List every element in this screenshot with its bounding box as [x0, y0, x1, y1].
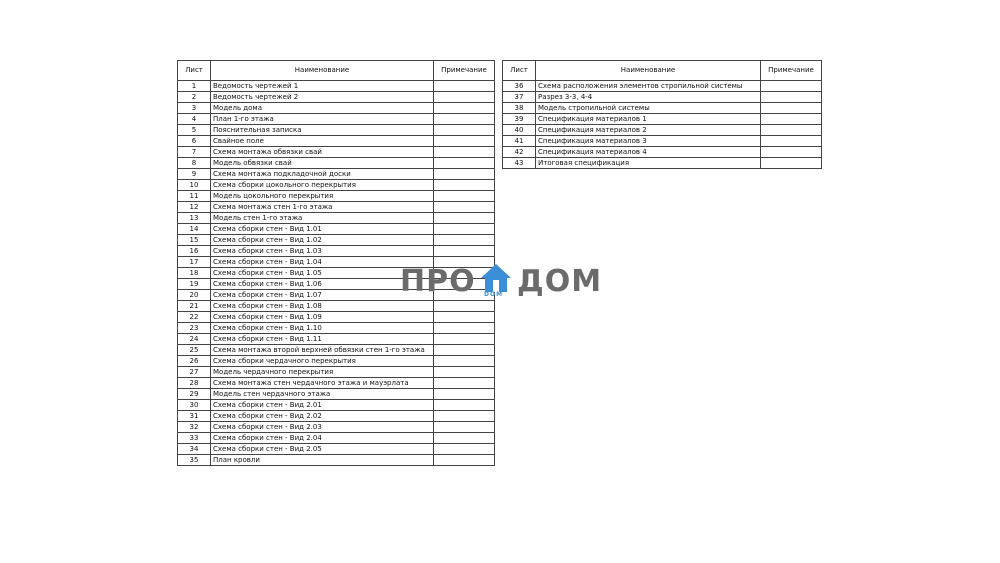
sheet-name: Модель дома: [211, 103, 434, 114]
sheet-name: Ведомость чертежей 2: [211, 92, 434, 103]
sheet-note: [434, 125, 495, 136]
table-row: [178, 345, 495, 356]
sheet-note: [434, 191, 495, 202]
sheet-number: 18: [178, 268, 211, 279]
header-note: Примечание: [434, 61, 495, 81]
sheet-name: Схема сборки стен - Вид 2.04: [211, 433, 434, 444]
sheet-name: Схема сборки стен - Вид 1.01: [211, 224, 434, 235]
sheet-number: 43: [503, 158, 536, 169]
sheet-name: Схема сборки стен - Вид 1.03: [211, 246, 434, 257]
sheet-note: [434, 202, 495, 213]
sheet-name: Схема сборки стен - Вид 2.02: [211, 411, 434, 422]
table-row: [178, 103, 495, 114]
sheet-note: [434, 224, 495, 235]
sheet-number: 24: [178, 334, 211, 345]
table-row: [503, 136, 822, 147]
table-row: [178, 136, 495, 147]
table-row: [178, 202, 495, 213]
sheet-number: 5: [178, 125, 211, 136]
sheet-name: Схема расположения элементов стропильной системы: [536, 81, 761, 92]
table-row: [178, 323, 495, 334]
sheet-number: 37: [503, 92, 536, 103]
sheet-number: 3: [178, 103, 211, 114]
sheet-name: Схема сборки стен - Вид 2.05: [211, 444, 434, 455]
sheet-note: [434, 81, 495, 92]
sheet-number: 2: [178, 92, 211, 103]
table-row: [178, 312, 495, 323]
sheet-note: [434, 246, 495, 257]
table-row: [503, 92, 822, 103]
drawings-table-right: [502, 60, 822, 169]
sheet-name: План 1-го этажа: [211, 114, 434, 125]
sheet-name: Схема сборки чердачного перекрытия: [211, 356, 434, 367]
sheet-name: Модель стен чердачного этажа: [211, 389, 434, 400]
table-row: [503, 103, 822, 114]
sheet-number: 9: [178, 169, 211, 180]
table-row: [178, 158, 495, 169]
sheet-note: [434, 323, 495, 334]
sheet-note: [434, 312, 495, 323]
sheet-note: [434, 180, 495, 191]
sheet-name: Модель обвязки свай: [211, 158, 434, 169]
sheet-note: [761, 81, 822, 92]
watermark-subtext: DOM: [484, 291, 504, 298]
sheet-name: Схема сборки стен - Вид 1.04: [211, 257, 434, 268]
table-row: [178, 301, 495, 312]
sheet-name: Модель стен 1-го этажа: [211, 213, 434, 224]
sheet-note: [434, 367, 495, 378]
sheet-name: Итоговая спецификация: [536, 158, 761, 169]
sheet-name: Схема монтажа второй верхней обвязки стен 1-го этажа: [211, 345, 434, 356]
sheet-number: 6: [178, 136, 211, 147]
header-name: Наименование: [536, 61, 761, 81]
sheet-note: [434, 411, 495, 422]
sheet-note: [434, 158, 495, 169]
sheet-name: Ведомость чертежей 1: [211, 81, 434, 92]
sheet-number: 16: [178, 246, 211, 257]
table-row: [503, 125, 822, 136]
sheet-note: [761, 114, 822, 125]
sheet-note: [434, 400, 495, 411]
sheet-name: Пояснительная записка: [211, 125, 434, 136]
sheet-number: 11: [178, 191, 211, 202]
sheet-note: [434, 147, 495, 158]
sheet-name: Модель чердачного перекрытия: [211, 367, 434, 378]
sheet-note: [761, 158, 822, 169]
table-row: [178, 433, 495, 444]
sheet-note: [434, 136, 495, 147]
sheet-number: 41: [503, 136, 536, 147]
sheet-name: Схема монтажа стен 1-го этажа: [211, 202, 434, 213]
table-row: [503, 147, 822, 158]
sheet-note: [434, 334, 495, 345]
sheet-name: Схема монтажа стен чердачного этажа и мауэрлата: [211, 378, 434, 389]
sheet-number: 34: [178, 444, 211, 455]
table-row: [178, 191, 495, 202]
sheet-name: Разрез 3-3, 4-4: [536, 92, 761, 103]
sheet-name: Модель цокольного перекрытия: [211, 191, 434, 202]
sheet-note: [761, 147, 822, 158]
sheet-name: Схема монтажа обвязки свай: [211, 147, 434, 158]
sheet-number: 36: [503, 81, 536, 92]
sheet-number: 15: [178, 235, 211, 246]
sheet-number: 30: [178, 400, 211, 411]
sheet-note: [434, 455, 495, 466]
table-row: [178, 147, 495, 158]
sheet-name: Схема сборки стен - Вид 1.09: [211, 312, 434, 323]
sheet-note: [434, 422, 495, 433]
sheet-number: 12: [178, 202, 211, 213]
sheet-number: 8: [178, 158, 211, 169]
table-row: [178, 422, 495, 433]
sheet-name: Схема сборки стен - Вид 1.08: [211, 301, 434, 312]
watermark-text-left: ПРО: [400, 264, 476, 299]
sheet-number: 19: [178, 279, 211, 290]
table-row: [178, 367, 495, 378]
table-row: [178, 92, 495, 103]
sheet-name: Схема сборки стен - Вид 1.07: [211, 290, 434, 301]
sheet-note: [761, 92, 822, 103]
sheet-number: 42: [503, 147, 536, 158]
table-row: [178, 169, 495, 180]
table-row: [178, 246, 495, 257]
table-row: [178, 81, 495, 92]
table-row: [178, 334, 495, 345]
watermark-logo: [400, 262, 603, 302]
sheet-name: Спецификация материалов 2: [536, 125, 761, 136]
sheet-number: 32: [178, 422, 211, 433]
sheet-name: Схема сборки стен - Вид 1.10: [211, 323, 434, 334]
table-row: [178, 125, 495, 136]
sheet-name: Схема сборки стен - Вид 1.02: [211, 235, 434, 246]
sheet-number: 23: [178, 323, 211, 334]
table-row: [178, 444, 495, 455]
sheet-number: 20: [178, 290, 211, 301]
sheet-name: Схема сборки стен - Вид 1.06: [211, 279, 434, 290]
sheet-note: [434, 356, 495, 367]
sheet-number: 28: [178, 378, 211, 389]
sheet-name: Схема сборки стен - Вид 2.01: [211, 400, 434, 411]
table-row: [178, 389, 495, 400]
table-row: [178, 356, 495, 367]
header-sheet: Лист: [178, 61, 211, 81]
sheet-note: [434, 103, 495, 114]
sheet-number: 7: [178, 147, 211, 158]
sheet-number: 27: [178, 367, 211, 378]
sheet-number: 10: [178, 180, 211, 191]
sheet-name: Модель стропильной системы: [536, 103, 761, 114]
sheet-note: [434, 235, 495, 246]
sheet-name: Схема монтажа подкладочной доски: [211, 169, 434, 180]
sheet-note: [761, 125, 822, 136]
header-name: Наименование: [211, 61, 434, 81]
sheet-note: [434, 213, 495, 224]
sheet-name: Схема сборки цокольного перекрытия: [211, 180, 434, 191]
table-row: [503, 158, 822, 169]
watermark-text-right: ДОМ: [517, 264, 603, 299]
table-row: [178, 224, 495, 235]
sheet-name: Спецификация материалов 4: [536, 147, 761, 158]
table-row: [178, 411, 495, 422]
sheet-note: [434, 444, 495, 455]
sheet-note: [434, 169, 495, 180]
sheet-name: Схема сборки стен - Вид 1.05: [211, 268, 434, 279]
sheet-number: 40: [503, 125, 536, 136]
table-row: [178, 213, 495, 224]
sheet-note: [434, 378, 495, 389]
sheet-number: 35: [178, 455, 211, 466]
sheet-number: 31: [178, 411, 211, 422]
sheet-note: [434, 433, 495, 444]
sheet-note: [434, 389, 495, 400]
sheet-note: [434, 301, 495, 312]
sheet-name: Свайное поле: [211, 136, 434, 147]
sheet-number: 14: [178, 224, 211, 235]
sheet-note: [434, 345, 495, 356]
sheet-number: 29: [178, 389, 211, 400]
table-row: [178, 400, 495, 411]
sheet-number: 21: [178, 301, 211, 312]
sheet-number: 26: [178, 356, 211, 367]
header-sheet: Лист: [503, 61, 536, 81]
table-row: [178, 114, 495, 125]
sheet-number: 17: [178, 257, 211, 268]
sheet-number: 13: [178, 213, 211, 224]
sheet-number: 38: [503, 103, 536, 114]
sheet-note: [761, 136, 822, 147]
table-row: [178, 180, 495, 191]
sheet-number: 25: [178, 345, 211, 356]
sheet-name: Спецификация материалов 3: [536, 136, 761, 147]
sheet-number: 22: [178, 312, 211, 323]
sheet-note: [434, 114, 495, 125]
sheet-number: 4: [178, 114, 211, 125]
sheet-name: Схема сборки стен - Вид 2.03: [211, 422, 434, 433]
sheet-name: Схема сборки стен - Вид 1.11: [211, 334, 434, 345]
table-row: [178, 235, 495, 246]
header-note: Примечание: [761, 61, 822, 81]
table-row: [503, 81, 822, 92]
table-row: [503, 114, 822, 125]
sheet-name: План кровли: [211, 455, 434, 466]
table-row: [178, 455, 495, 466]
sheet-name: Спецификация материалов 1: [536, 114, 761, 125]
sheet-number: 1: [178, 81, 211, 92]
sheet-number: 33: [178, 433, 211, 444]
sheet-note: [434, 92, 495, 103]
sheet-note: [761, 103, 822, 114]
sheet-number: 39: [503, 114, 536, 125]
table-row: [178, 378, 495, 389]
